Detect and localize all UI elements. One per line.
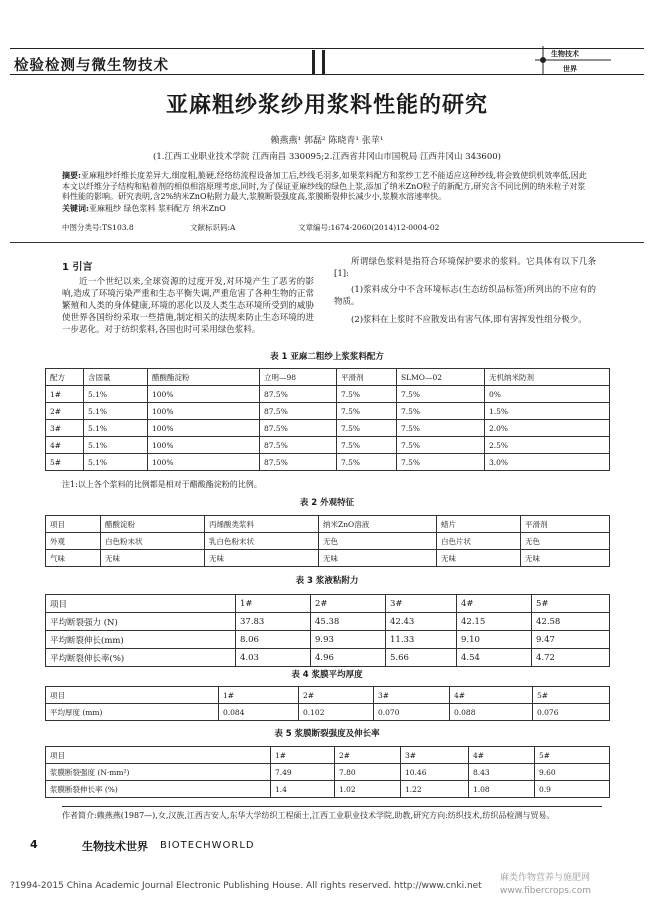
- table-cell: 0.070: [374, 704, 450, 721]
- table-row: [46, 649, 610, 667]
- table2: [45, 515, 610, 567]
- header-divider: [322, 50, 325, 74]
- table-cell: 87.5%: [260, 386, 337, 403]
- table-row: [46, 781, 610, 798]
- document-code: 文献标识码:A: [190, 223, 236, 232]
- table3: [45, 594, 610, 667]
- table-cell: 7.80: [335, 764, 401, 781]
- table-cell: 7.5%: [397, 386, 485, 403]
- table-cell: 7.5%: [337, 437, 397, 454]
- table-cell: 0.076: [533, 704, 610, 721]
- table1-caption: 表 1 亚麻二粗纱上浆浆料配方: [270, 352, 384, 362]
- watermark: [500, 872, 591, 898]
- table-cell: 7.5%: [397, 437, 485, 454]
- table-cell: 项目: [46, 595, 236, 613]
- logo-bottom-text: 世界: [563, 65, 577, 73]
- table5: [45, 746, 610, 798]
- table-cell: 5#: [533, 687, 610, 704]
- table-cell: 2.5%: [485, 437, 610, 454]
- table-cell: 7.5%: [337, 420, 397, 437]
- table-cell: 2.0%: [485, 420, 610, 437]
- table-cell: 平均断裂伸长(mm): [46, 631, 236, 649]
- table-cell: 3#: [46, 420, 84, 437]
- table-cell: 5.1%: [84, 437, 148, 454]
- table-cell: 1.08: [469, 781, 535, 798]
- table-cell: 42.15: [457, 613, 532, 631]
- table-cell: 37.83: [236, 613, 311, 631]
- right-paragraph-3: (2)浆料在上浆时不应散发出有害气体,即有害挥发性组分极少。: [351, 315, 587, 325]
- table-cell: SLMO—02: [397, 369, 485, 386]
- table-cell: 1#: [219, 687, 299, 704]
- table-cell: 42.43: [386, 613, 457, 631]
- table-cell: 2#: [299, 687, 374, 704]
- table-row: [46, 437, 610, 454]
- section-heading: 1 引言: [62, 262, 93, 273]
- table-cell: 1.02: [335, 781, 401, 798]
- table-cell: 含固量: [84, 369, 148, 386]
- abstract-text: 亚麻粗纱纤维长度差异大,细度粗,脆硬,经络纺流程设备加工后,纱线毛羽多,如果浆料配方和浆纱工艺不能适应这种纱线,将会致使织机效率低,因此本文以纤维分子结构和粘着剂的相似相溶原理考虑,同时,为了保证亚麻纱线的绿色上浆,添加了纳米ZnO粒子的新配方,研究含不同比例的纳米粒子对浆料性能的影响。研究表明,含2%纳米ZnO粘附力最大,浆膜断裂强度高,浆膜断裂伸长减少小,浆膜水溶速率快。: [62, 171, 587, 201]
- journal-name-en: BIOTECHWORLD: [160, 840, 255, 851]
- table-cell: 1.22: [401, 781, 469, 798]
- table-cell: 4#: [469, 747, 535, 764]
- paper-title: 亚麻粗纱浆纱用浆料性能的研究: [165, 93, 488, 118]
- table-cell: 项目: [46, 747, 271, 764]
- table-cell: 87.5%: [260, 403, 337, 420]
- table-row: [46, 403, 610, 420]
- watermark-line-2: www.fibercrops.com: [500, 886, 591, 896]
- table-cell: 丙烯酸类浆料: [205, 516, 319, 533]
- table-cell: 8.06: [236, 631, 311, 649]
- table-cell: 87.5%: [260, 454, 337, 471]
- table-cell: 5.66: [386, 649, 457, 667]
- right-paragraph-2: (1)浆料成分中不含环境标志(生态纺织品标签)所列出的不应有的物质。: [334, 285, 596, 307]
- table-cell: 纳米ZnO溶液: [319, 516, 437, 533]
- table-cell: 100%: [148, 437, 260, 454]
- table-cell: 5.1%: [84, 454, 148, 471]
- table-cell: 0.102: [299, 704, 374, 721]
- table-cell: 3.0%: [485, 454, 610, 471]
- table-header-row: [46, 595, 610, 613]
- table-cell: 无色: [521, 533, 610, 550]
- table-cell: 7.5%: [397, 454, 485, 471]
- table-cell: 87.5%: [260, 420, 337, 437]
- table-cell: 平滑剂: [337, 369, 397, 386]
- watermark-line-1: 麻类作物营养与施肥网: [500, 873, 591, 883]
- table-cell: 白色片状: [437, 533, 521, 550]
- page-number: 4: [30, 838, 38, 851]
- table-cell: 醋酸酯淀粉: [148, 369, 260, 386]
- table-cell: 无色: [319, 533, 437, 550]
- table-cell: 白色粉末状: [101, 533, 205, 550]
- table-cell: 5.1%: [84, 403, 148, 420]
- table-cell: 4.03: [236, 649, 311, 667]
- table-cell: 立明—98: [260, 369, 337, 386]
- abstract: [62, 170, 592, 214]
- copyright-line: ?1994-2015 China Academic Journal Electronic Publishing House. All rights reserved. http://www.cnki.net: [10, 881, 482, 891]
- table-cell: 10.46: [401, 764, 469, 781]
- table-cell: 1#: [46, 386, 84, 403]
- table-row: [46, 454, 610, 471]
- table-cell: 5#: [532, 595, 610, 613]
- table-cell: 45.38: [311, 613, 386, 631]
- table-cell: 平均断裂强力 (N): [46, 613, 236, 631]
- table-cell: 11.33: [386, 631, 457, 649]
- keywords-text: 亚麻粗纱 绿色浆料 浆料配方 纳米ZnO: [88, 203, 226, 213]
- table-cell: 4.96: [311, 649, 386, 667]
- right-paragraph-1: 所谓绿色浆料是指符合环境保护要求的浆料。它具体有以下几条[1]:: [334, 257, 596, 279]
- table-cell: 项目: [46, 687, 219, 704]
- table-row: [46, 420, 610, 437]
- table-row: [46, 764, 610, 781]
- table-cell: 蜡片: [437, 516, 521, 533]
- table-cell: 5.1%: [84, 420, 148, 437]
- table1: [45, 368, 610, 471]
- table-cell: 外观: [46, 533, 101, 550]
- header-divider: [312, 50, 315, 74]
- journal-logo: [533, 44, 613, 76]
- table-cell: 7.5%: [337, 454, 397, 471]
- table-cell: 无味: [101, 550, 205, 567]
- table-row: [46, 613, 610, 631]
- table5-caption: 表 5 浆膜断裂强度及伸长率: [274, 729, 380, 739]
- table-row: [46, 386, 610, 403]
- table-cell: 100%: [148, 386, 260, 403]
- table-cell: 3#: [386, 595, 457, 613]
- table-row: [46, 550, 610, 567]
- table-cell: 乳白色粉末状: [205, 533, 319, 550]
- table-cell: 42.58: [532, 613, 610, 631]
- clc-number: 中图分类号:TS103.8: [62, 223, 134, 232]
- table-cell: 浆膜断裂强度 (N·mm²): [46, 764, 271, 781]
- table-cell: 5#: [535, 747, 610, 764]
- journal-name-cn: 生物技术世界: [82, 840, 148, 853]
- table-cell: 9.47: [532, 631, 610, 649]
- table-cell: 配方: [46, 369, 84, 386]
- table-cell: 0%: [485, 386, 610, 403]
- author-bio: 作者简介:赖燕燕(1987—),女,汉族,江西吉安人,东华大学纺织工程硕士,江西工业职业技术学院,助教,研究方向:纺织技术,纺织品检测与贸易。: [62, 811, 555, 820]
- logo-top-text: 生物技术: [551, 50, 579, 58]
- column-title: 检验检测与微生物技术: [14, 58, 169, 74]
- table-cell: 1.4: [271, 781, 335, 798]
- table-cell: 3#: [401, 747, 469, 764]
- table-cell: 浆膜断裂伸长率 (%): [46, 781, 271, 798]
- table-cell: 9.93: [311, 631, 386, 649]
- table-cell: 无味: [521, 550, 610, 567]
- authors: 赖燕燕¹ 郭磊² 陈晓青¹ 张苹¹: [270, 136, 384, 146]
- table-header-row: [46, 687, 610, 704]
- table-cell: 醋酸淀粉: [101, 516, 205, 533]
- table-cell: 7.5%: [397, 420, 485, 437]
- table-header-row: [46, 516, 610, 533]
- intro-paragraph: 近一个世纪以来,全球资源的过度开发,对环境产生了恶劣的影响,造成了环境污染严重和生态平衡失调,严重危害了各种生物的正常繁殖和人类的身体健康,环境的恶化以及人类生态环境所受到的威胁使世界各国纷纷采取一些措施,制定相关的法规来防止生态环境的进一步恶化。对于纺织浆料,各国也时可采用绿色浆料。: [62, 277, 314, 335]
- table-cell: 100%: [148, 420, 260, 437]
- table1-note: 注1:以上各个浆料的比例都是相对于醋酸酯淀粉的比例。: [62, 480, 262, 489]
- table-cell: 无机纳米防剂: [485, 369, 610, 386]
- table3-caption: 表 3 浆液粘附力: [295, 576, 359, 586]
- table-cell: 7.5%: [337, 403, 397, 420]
- table2-caption: 表 2 外观特征: [299, 498, 355, 508]
- table-cell: 2#: [335, 747, 401, 764]
- table-row: [46, 631, 610, 649]
- table-cell: 2#: [311, 595, 386, 613]
- table4: [45, 686, 610, 721]
- table-cell: 0.084: [219, 704, 299, 721]
- table-cell: 1#: [271, 747, 335, 764]
- table-cell: 9.60: [535, 764, 610, 781]
- table-cell: 7.5%: [337, 386, 397, 403]
- table-header-row: [46, 747, 610, 764]
- table-cell: 项目: [46, 516, 101, 533]
- affiliation: (1.江西工业职业技术学院 江西南昌 330095;2.江西省井冈山市国税局 江西井冈山 343600): [153, 152, 501, 162]
- table-cell: 无味: [319, 550, 437, 567]
- table-cell: 0.088: [450, 704, 533, 721]
- table-cell: 0.9: [535, 781, 610, 798]
- table4-caption: 表 4 浆膜平均厚度: [291, 670, 363, 680]
- table-cell: 平均断裂伸长率(%): [46, 649, 236, 667]
- article-number: 文章编号:1674-2060(2014)12-0004-02: [298, 223, 440, 232]
- table-cell: 4.72: [532, 649, 610, 667]
- table-cell: 气味: [46, 550, 101, 567]
- meta-divider: [10, 242, 644, 243]
- bio-divider: [62, 806, 602, 807]
- table-cell: 平均厚度 (mm): [46, 704, 219, 721]
- table-row: [46, 704, 610, 721]
- table-cell: 9.10: [457, 631, 532, 649]
- table-cell: 1#: [236, 595, 311, 613]
- table-cell: 100%: [148, 403, 260, 420]
- table-cell: 无味: [205, 550, 319, 567]
- table-cell: 平滑剂: [521, 516, 610, 533]
- table-cell: 8.43: [469, 764, 535, 781]
- table-cell: 4#: [457, 595, 532, 613]
- table-cell: 7.49: [271, 764, 335, 781]
- keywords-label: 关键词:: [62, 202, 89, 213]
- table-cell: 87.5%: [260, 437, 337, 454]
- table-header-row: [46, 369, 610, 386]
- table-cell: 1.5%: [485, 403, 610, 420]
- table-cell: 4.54: [457, 649, 532, 667]
- table-cell: 无味: [437, 550, 521, 567]
- table-cell: 5#: [46, 454, 84, 471]
- table-cell: 7.5%: [397, 403, 485, 420]
- table-cell: 5.1%: [84, 386, 148, 403]
- abstract-label: 摘要:: [62, 170, 81, 180]
- table-cell: 100%: [148, 454, 260, 471]
- table-cell: 4#: [450, 687, 533, 704]
- table-row: [46, 533, 610, 550]
- table-cell: 4#: [46, 437, 84, 454]
- table-cell: 2#: [46, 403, 84, 420]
- table-cell: 3#: [374, 687, 450, 704]
